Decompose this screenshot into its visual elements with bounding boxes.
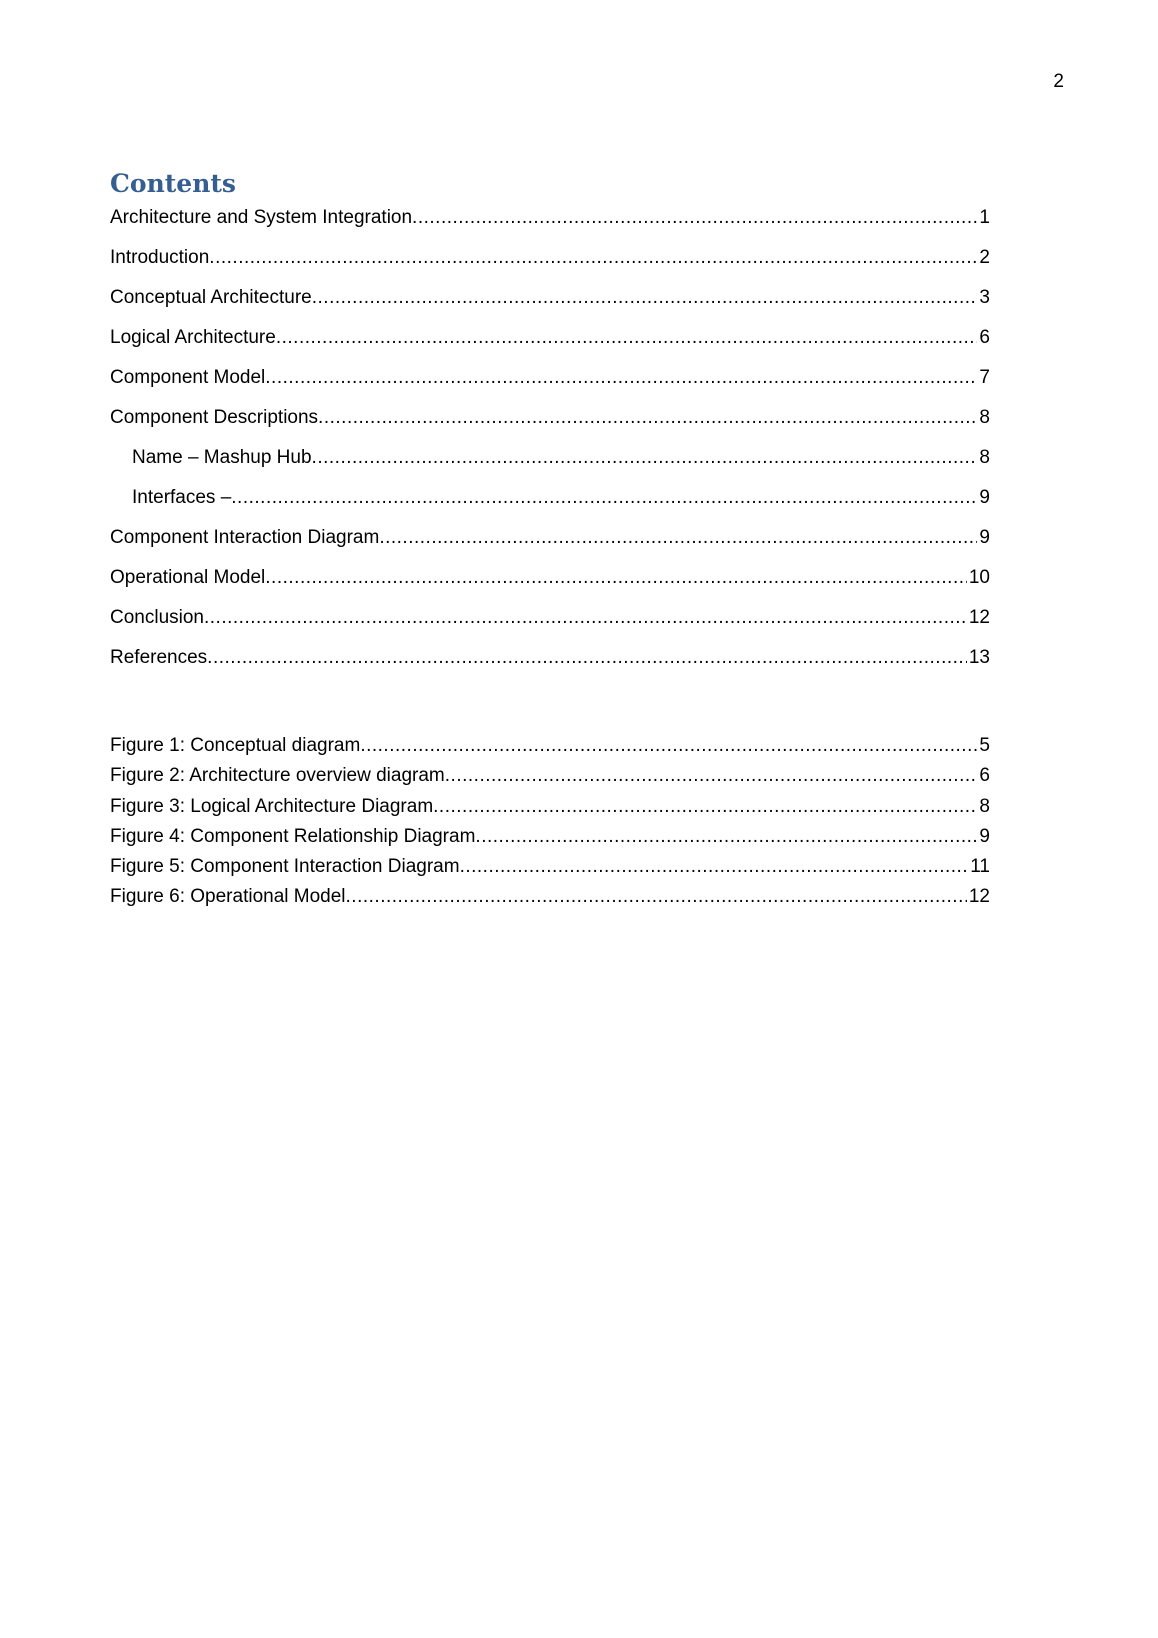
dot-leader [312, 285, 978, 311]
toc-entry[interactable] [110, 325, 990, 365]
toc-entry-page: 7 [979, 367, 990, 388]
contents-heading: Contents [110, 169, 237, 198]
toc-entry-page: 9 [979, 487, 990, 508]
toc-entry[interactable] [110, 365, 990, 405]
figure-entry[interactable] [110, 854, 990, 884]
toc-entry-page: 6 [979, 327, 990, 348]
toc-entry-title: References [110, 647, 208, 668]
page-number: 2 [1053, 71, 1064, 92]
figure-entry-title: Figure 2: Architecture overview diagram [110, 765, 445, 787]
toc-entry[interactable] [110, 245, 990, 285]
dot-leader [204, 605, 967, 631]
figure-entry-page: 12 [968, 886, 990, 908]
dot-leader [209, 245, 977, 271]
toc-entry-page: 1 [979, 207, 990, 228]
toc-subentry[interactable] [110, 445, 990, 485]
toc-entry[interactable] [110, 525, 990, 565]
toc-entry-page: 10 [968, 567, 990, 588]
figure-entry-page: 5 [979, 735, 990, 756]
figure-entry-page: 9 [979, 825, 990, 847]
table-of-figures [110, 733, 990, 915]
dot-leader [312, 445, 978, 471]
dot-leader [276, 325, 978, 351]
figure-entry-page: 11 [970, 856, 990, 878]
toc-entry-title: Logical Architecture [110, 327, 276, 348]
toc-entry-title: Name – Mashup Hub [132, 447, 312, 468]
toc-entry-page: 12 [968, 607, 990, 628]
figure-entry-title: Figure 1: Conceptual diagram [110, 735, 361, 756]
figure-entry-page: 8 [979, 795, 990, 817]
toc-entry-title: Introduction [110, 247, 210, 268]
toc-entry-page: 9 [979, 527, 990, 548]
toc-entry[interactable] [110, 285, 990, 325]
toc-entry-title: Operational Model [110, 567, 266, 588]
toc-entry-title: Architecture and System Integration [110, 207, 413, 228]
dot-leader [265, 565, 967, 591]
toc-entry-page: 8 [979, 407, 990, 428]
figure-entry-title: Figure 4: Component Relationship Diagram [110, 825, 476, 847]
toc-entry-page: 2 [979, 247, 990, 268]
dot-leader [360, 733, 977, 759]
toc-entry[interactable] [110, 645, 990, 685]
dot-leader [379, 525, 977, 551]
dot-leader [445, 763, 978, 789]
dot-leader [231, 485, 977, 511]
toc-entry-title: Conceptual Architecture [110, 287, 312, 308]
toc-entry-page: 8 [979, 447, 990, 468]
table-of-contents [110, 205, 990, 685]
figure-entry[interactable] [110, 763, 990, 793]
toc-entry-title: Component Model [110, 367, 266, 388]
figure-entry-title: Figure 6: Operational Model [110, 886, 346, 908]
figure-entry[interactable] [110, 733, 990, 763]
figure-entry[interactable] [110, 884, 990, 914]
dot-leader [475, 824, 977, 850]
toc-entry-title: Conclusion [110, 607, 204, 628]
toc-entry[interactable] [110, 405, 990, 445]
figure-entry[interactable] [110, 794, 990, 824]
dot-leader [460, 854, 969, 880]
toc-entry-page: 3 [979, 287, 990, 308]
dot-leader [207, 645, 967, 671]
dot-leader [412, 205, 977, 231]
toc-entry-page: 13 [968, 647, 990, 668]
toc-subentry[interactable] [110, 485, 990, 525]
toc-entry-title: Interfaces – [132, 487, 232, 508]
figure-entry-title: Figure 3: Logical Architecture Diagram [110, 795, 434, 817]
toc-entry-title: Component Descriptions [110, 407, 319, 428]
dot-leader [346, 884, 967, 910]
toc-entry[interactable] [110, 565, 990, 605]
toc-entry-title: Component Interaction Diagram [110, 527, 380, 548]
figure-entry[interactable] [110, 824, 990, 854]
figure-entry-page: 6 [979, 765, 990, 787]
dot-leader [265, 365, 977, 391]
toc-entry[interactable] [110, 605, 990, 645]
figure-entry-title: Figure 5: Component Interaction Diagram [110, 856, 460, 878]
toc-entry[interactable] [110, 205, 990, 245]
dot-leader [433, 794, 977, 820]
dot-leader [318, 405, 977, 431]
